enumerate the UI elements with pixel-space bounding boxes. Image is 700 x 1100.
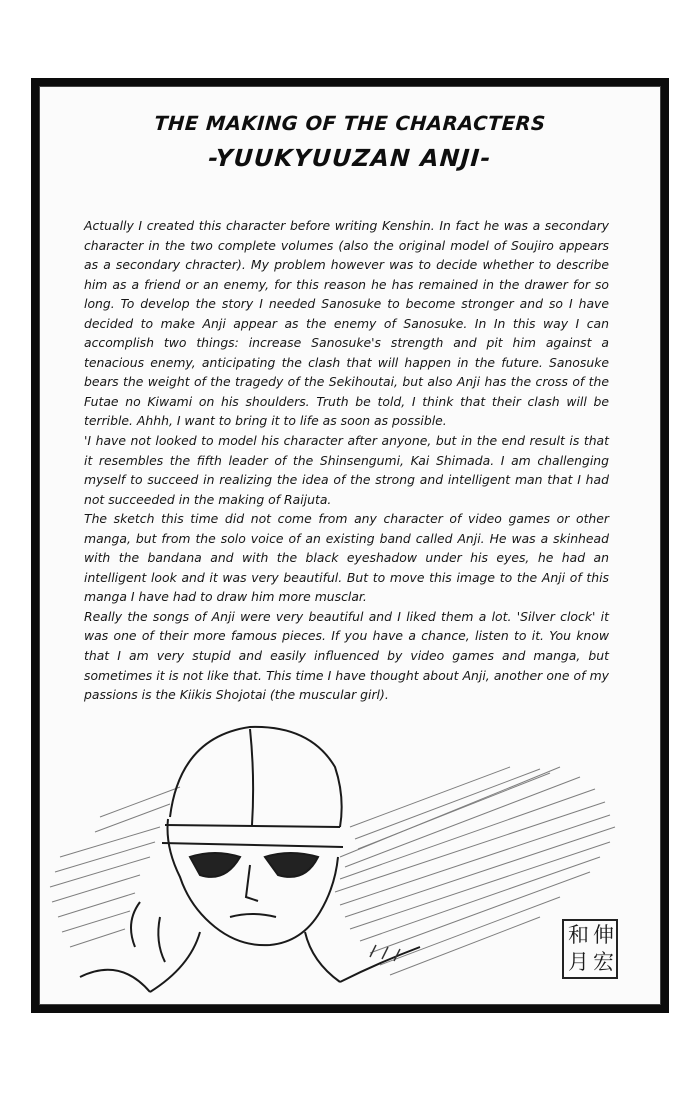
paragraph-3: The sketch this time did not come from any character of video games or other manga, but from the solo voice of an existing band called Anji. He was a skinhead with the bandana and with the black eyeshadow under his eyes, he had an intelligent look and it was very beautiful. But to move this image to the Anji of this manga I have had to draw him more musclar. [84, 511, 609, 605]
article-body [84, 216, 609, 705]
paragraph-4: Really the songs of Anji were very beautiful and I liked them a lot. 'Silver clock' it was one of their more famous pieces. If you have a chance, listen to it. You know that I am very stupid and easily influenced by video games and manga, but sometimes it is not like that. This time I have thought about Anji, another one of my passions is the Kiikis Shojotai (the muscular girl). [84, 608, 609, 703]
artist-seal-stamp [562, 919, 618, 979]
paragraph-1: Actually I created this character before writing Kenshin. In fact he was a secondary character in the two complete volumes (also the original model of Soujiro appears as a secondary chracter). My problem however was to decide whether to describe him as a friend or an enemy, for this reason he has remained in the drawer for so long. To develop the story I needed Sanosuke to become stronger and so I have decided to make Anji appear as the enemy of Sanosuke. In In this way I can accomplish two things: increase Sanosuke's strength and pit him against a tenacious enemy, anticipating the clash that will happen in the future. Sanosuke bears the weight of the tragedy of the Sekihoutai, but also Anji has the cross of the Futae no Kiwami on his shoulders. Truth be told, I think that their clash will be terrible. Ahhh, I want to bring it to life as soon as possible. [84, 218, 609, 429]
seal-char: 和 [568, 923, 589, 947]
page-title: THE MAKING OF THE CHARACTERS [153, 112, 547, 135]
seal-char: 月 [568, 950, 589, 974]
seal-char: 宏 [593, 950, 614, 974]
page-subtitle: -YUUKYUUZAN ANJI- [207, 144, 493, 172]
seal-char: 伸 [593, 923, 614, 947]
paragraph-2: 'I have not looked to model his character after anyone, but in the end result is that it resembles the fifth leader of the Shinsengumi, Kai Shimada. I am challenging myself to succeed in realizing the idea of the strong and intelligent man that I had not succeeded in the making of Raijuta. [84, 433, 609, 507]
page-panel [39, 86, 661, 1005]
